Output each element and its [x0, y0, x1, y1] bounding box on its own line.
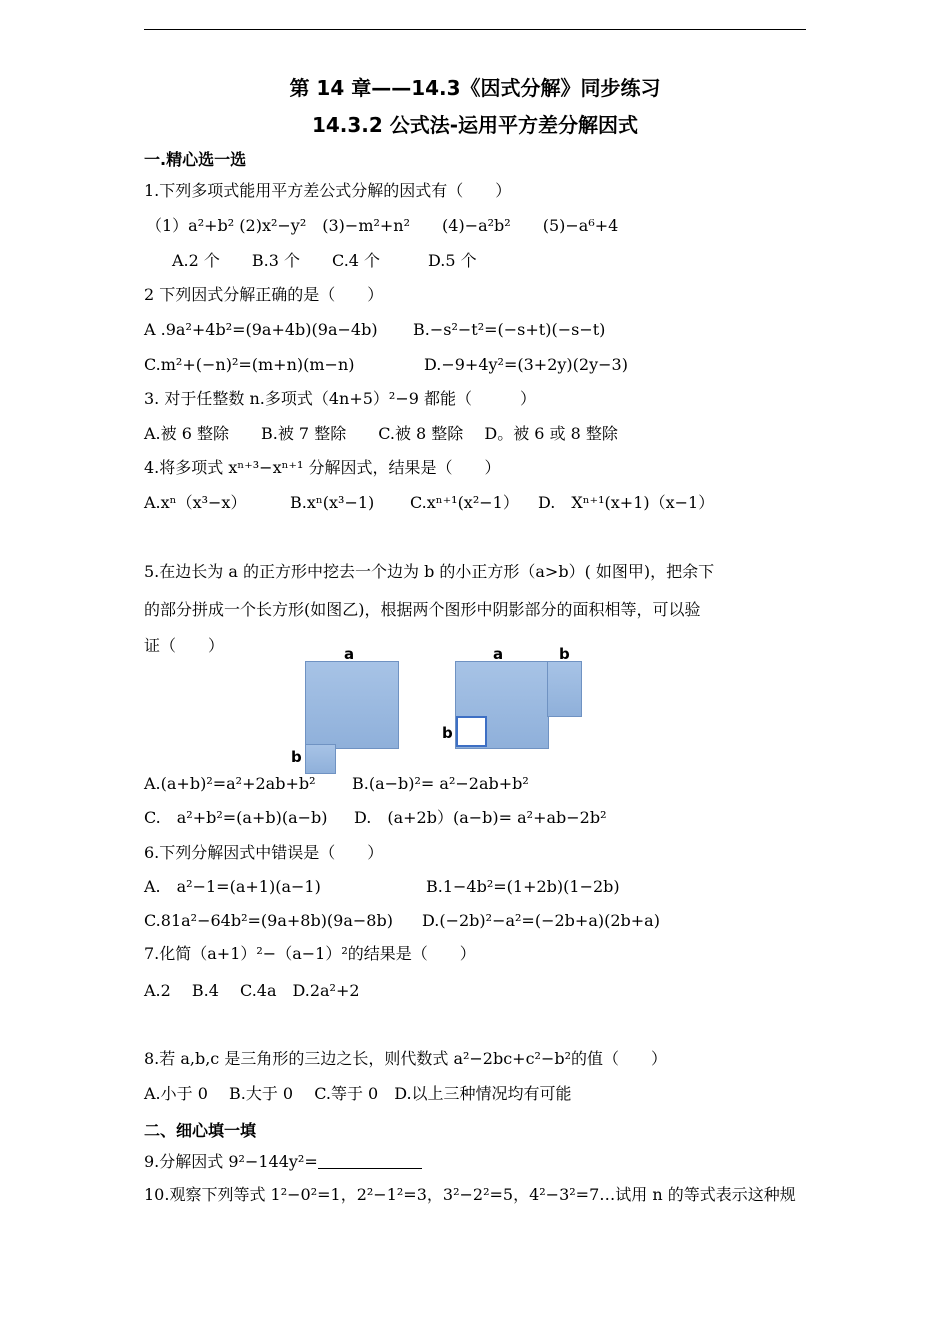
q9-answer-blank[interactable]: [318, 1154, 422, 1169]
q1-options: A.2 个 B.3 个 C.4 个 D.5 个: [172, 251, 477, 270]
q5-line-2: 的部分拼成一个长方形(如图乙)，根据两个图形中阴影部分的面积相等，可以验: [144, 600, 701, 619]
big-square: [305, 661, 399, 749]
q4-option-d: D. Xⁿ⁺¹(x+1)（x−1）: [538, 493, 715, 512]
q5-line-1: 5.在边长为 a 的正方形中挖去一个边为 b 的小正方形（a>b）( 如图甲)，把余下: [144, 562, 715, 581]
q6-option-a: A. a²−1=(a+1)(a−1): [144, 877, 321, 896]
q2-option-d: D.−9+4y²=(3+2y)(2y−3): [424, 355, 628, 374]
q8-options: A.小于 0 B.大于 0 C.等于 0 D.以上三种情况均有可能: [144, 1084, 572, 1103]
q1-items: （1）a²+b² (2)x²−y² (3)−m²+n² (4)−a²b² (5)−a⁶+4: [146, 216, 619, 235]
q10-stem: 10.观察下列等式 1²−0²=1，2²−1²=3，3²−2²=5，4²−3²=7…试用 n 的等式表示这种规: [144, 1185, 796, 1204]
q7-options: A.2 B.4 C.4a D.2a²+2: [144, 981, 360, 1000]
q6-option-b: B.1−4b²=(1+2b)(1−2b): [426, 877, 620, 896]
q6-option-c: C.81a²−64b²=(9a+8b)(9a−8b): [144, 911, 393, 930]
side-rectangle: [547, 661, 582, 717]
cutout-square: [456, 716, 487, 747]
q7-stem: 7.化简（a+1）²−（a−1）²的结果是（ ）: [144, 944, 476, 963]
label-b: b: [559, 645, 570, 663]
q5-option-b: B.(a−b)²= a²−2ab+b²: [352, 774, 529, 793]
q5-option-a: A.(a+b)²=a²+2ab+b²: [144, 774, 316, 793]
header-rule: [144, 29, 806, 30]
label-a: a: [344, 645, 355, 663]
q4-stem: 4.将多项式 xⁿ⁺³−xⁿ⁺¹ 分解因式，结果是（ ）: [144, 458, 501, 477]
q5-option-c: C. a²+b²=(a+b)(a−b): [144, 808, 328, 827]
section-heading-choice: 一.精心选一选: [144, 150, 247, 169]
q9-line: [144, 1152, 422, 1172]
label-b: b: [291, 748, 302, 766]
q2-option-c: C.m²+(−n)²=(m+n)(m−n): [144, 355, 355, 374]
small-square: [305, 744, 336, 774]
q3-stem: 3. 对于任整数 n.多项式（4n+5）²−9 都能（ ）: [144, 389, 536, 408]
q5-option-d: D. (a+2b）(a−b)= a²+ab−2b²: [354, 808, 607, 827]
q9-stem: 9.分解因式 9²−144y²=: [144, 1152, 318, 1171]
q2-option-a: A .9a²+4b²=(9a+4b)(9a−4b): [144, 320, 378, 339]
q6-stem: 6.下列分解因式中错误是（ ）: [144, 843, 384, 862]
q8-stem: 8.若 a,b,c 是三角形的三边之长，则代数式 a²−2bc+c²−b²的值（ ）: [144, 1049, 668, 1068]
q3-options: A.被 6 整除 B.被 7 整除 C.被 8 整除 D。被 6 或 8 整除: [144, 424, 618, 443]
label-a: a: [493, 645, 504, 663]
q5-line-3: 证（ ）: [144, 636, 225, 655]
doc-subtitle: 14.3.2 公式法-运用平方差分解因式: [311, 113, 639, 137]
q4-option-a: A.xⁿ（x³−x）: [144, 493, 247, 512]
doc-title: 第 14 章——14.3《因式分解》同步练习: [289, 76, 661, 100]
q4-option-b: B.xⁿ(x³−1): [290, 493, 375, 512]
q1-stem: 1.下列多项式能用平方差公式分解的因式有（ ）: [144, 181, 512, 200]
q4-option-c: C.xⁿ⁺¹(x²−1）: [410, 493, 519, 512]
section-heading-fill: 二、细心填一填: [144, 1121, 257, 1140]
label-b-left: b: [442, 724, 453, 742]
q2-option-b: B.−s²−t²=(−s+t)(−s−t): [413, 320, 606, 339]
q2-stem: 2 下列因式分解正确的是（ ）: [144, 285, 384, 304]
q6-option-d: D.(−2b)²−a²=(−2b+a)(2b+a): [422, 911, 660, 930]
